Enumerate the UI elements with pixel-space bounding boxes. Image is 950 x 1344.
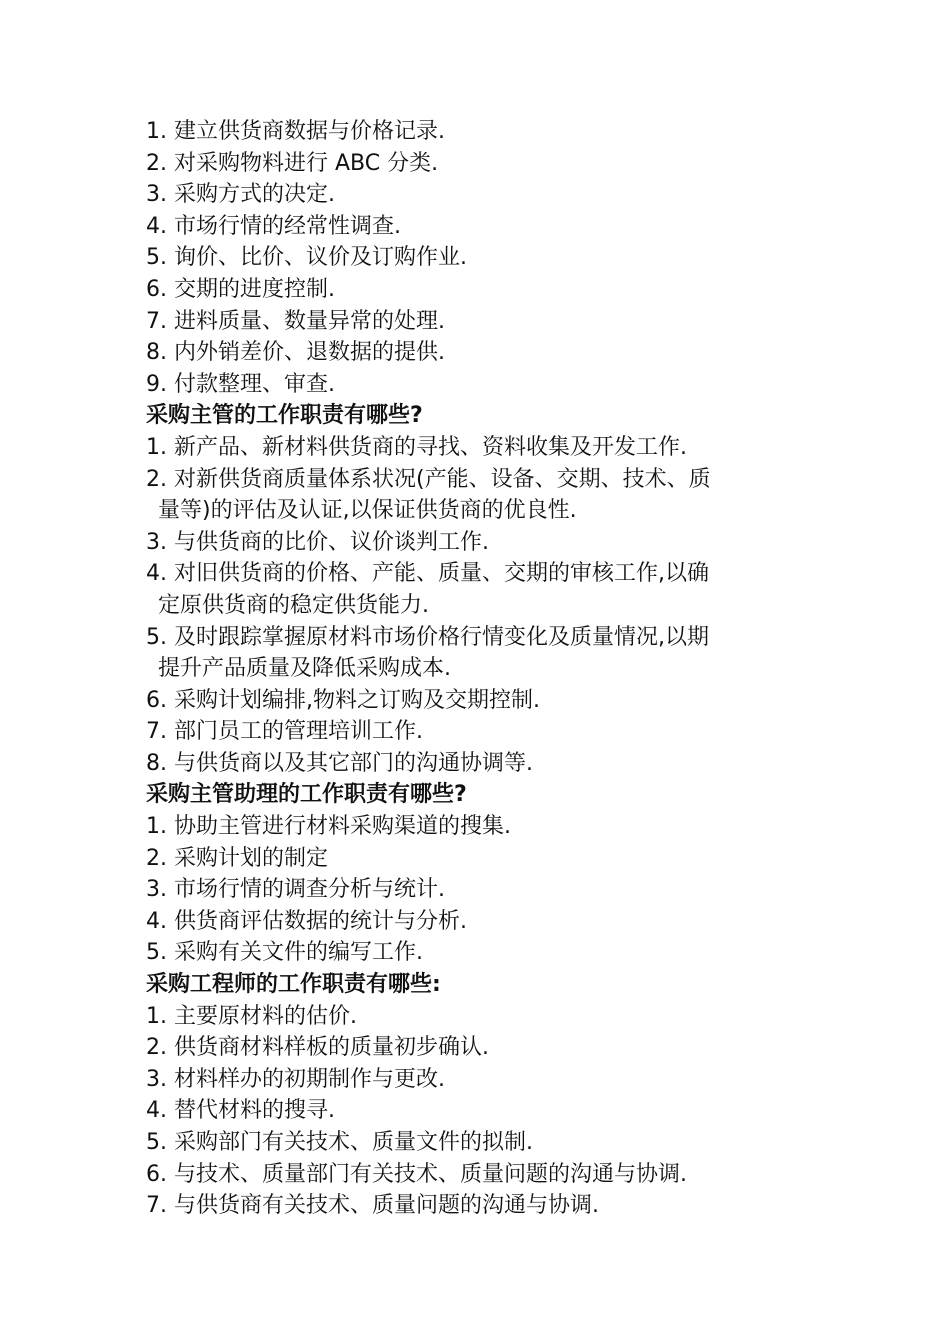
list-item: 7. 进料质量、数量异常的处理. — [146, 308, 445, 334]
list-item: 4. 对旧供货商的价格、产能、质量、交期的审核工作,以确 — [146, 561, 709, 587]
list-item: 8. 与供货商以及其它部门的沟通协调等. — [146, 750, 533, 776]
list-item: 3. 采购方式的决定. — [146, 182, 335, 208]
list-item: 3. 市场行情的调查分析与统计. — [146, 877, 445, 903]
list-item: 7. 部门员工的管理培训工作. — [146, 719, 423, 745]
list-item: 2. 供货商材料样板的质量初步确认. — [146, 1035, 489, 1061]
list-item: 2. 采购计划的制定 — [146, 845, 328, 871]
list-item: 5. 及时跟踪掌握原材料市场价格行情变化及质量情况,以期 — [146, 624, 709, 650]
list-item: 2. 对新供货商质量体系状况(产能、设备、交期、技术、质 — [146, 466, 711, 492]
list-item: 6. 采购计划编排,物料之订购及交期控制. — [146, 687, 540, 713]
list-item: 5. 询价、比价、议价及订购作业. — [146, 245, 467, 271]
list-item-continuation: 提升产品质量及降低采购成本. — [158, 656, 451, 682]
list-item: 7. 与供货商有关技术、质量问题的沟通与协调. — [146, 1193, 599, 1219]
list-item: 2. 对采购物料进行 ABC 分类. — [146, 150, 439, 176]
list-item: 9. 付款整理、审查. — [146, 371, 335, 397]
purchasing-supervisor-section — [146, 400, 816, 779]
list-item: 8. 内外销差价、退数据的提供. — [146, 340, 445, 366]
purchasing-duties-list — [146, 116, 816, 400]
document-page — [146, 116, 816, 1222]
section-heading: 采购主管助理的工作职责有哪些? — [146, 782, 467, 808]
list-item: 1. 建立供货商数据与价格记录. — [146, 119, 445, 144]
list-item-continuation: 量等)的评估及认证,以保证供货商的优良性. — [158, 498, 577, 524]
list-item: 6. 与技术、质量部门有关技术、质量问题的沟通与协调. — [146, 1161, 687, 1187]
supervisor-assistant-section — [146, 779, 816, 969]
purchasing-engineer-section — [146, 969, 816, 1222]
list-item: 1. 主要原材料的估价. — [146, 1003, 357, 1029]
list-item: 1. 新产品、新材料供货商的寻找、资料收集及开发工作. — [146, 434, 687, 460]
list-item: 3. 与供货商的比价、议价谈判工作. — [146, 529, 489, 555]
list-item: 4. 替代材料的搜寻. — [146, 1098, 335, 1124]
list-item: 6. 交期的进度控制. — [146, 276, 335, 302]
section-heading: 采购主管的工作职责有哪些? — [146, 403, 423, 429]
list-item: 3. 材料样办的初期制作与更改. — [146, 1066, 445, 1092]
section-heading: 采购工程师的工作职责有哪些: — [146, 972, 441, 998]
list-item-continuation: 定原供货商的稳定供货能力. — [158, 592, 429, 618]
list-item: 4. 供货商评估数据的统计与分析. — [146, 908, 467, 934]
list-item: 5. 采购有关文件的编写工作. — [146, 940, 423, 966]
list-item: 4. 市场行情的经常性调查. — [146, 213, 401, 239]
list-item: 1. 协助主管进行材料采购渠道的搜集. — [146, 814, 511, 840]
list-item: 5. 采购部门有关技术、质量文件的拟制. — [146, 1130, 533, 1155]
